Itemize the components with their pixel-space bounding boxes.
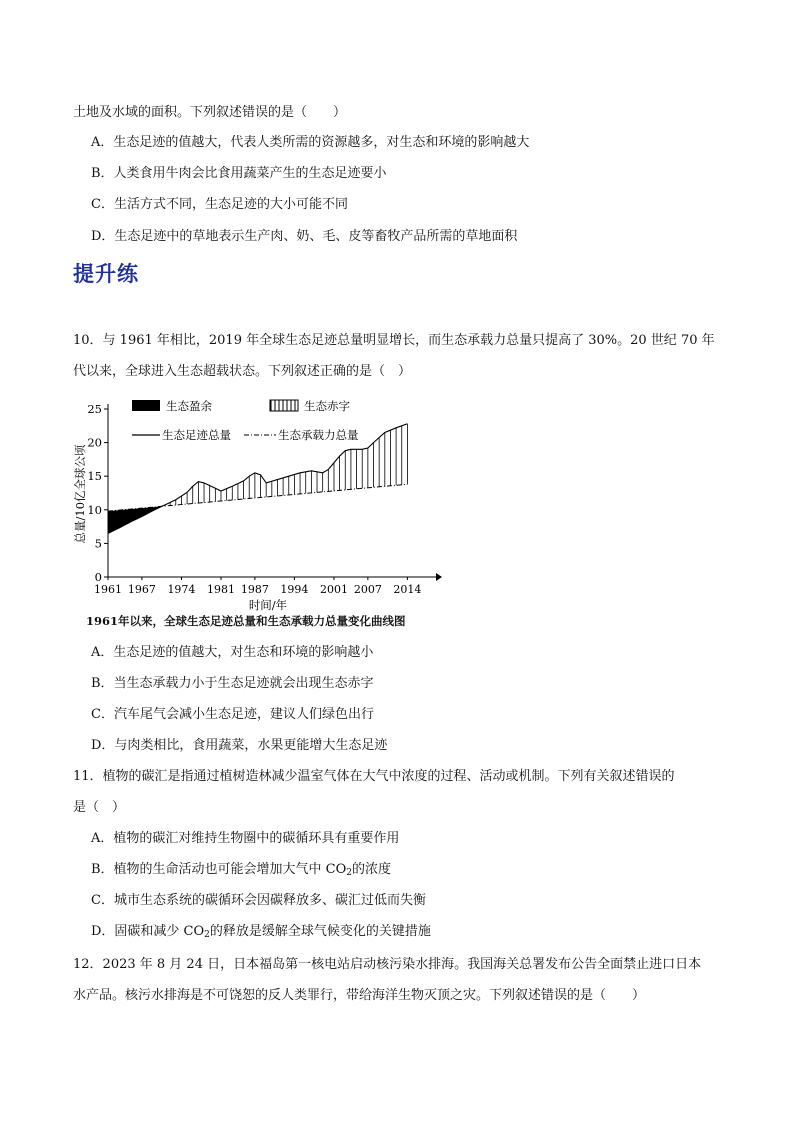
q10-stem-line1: 10．与 1961 年相比，2019 年全球生态足迹总量明显增长，而生态承载力总量只提高了 30%。20 世纪 70 年 xyxy=(73,333,715,348)
q10-option-b: B．当生态承载力小于生态足迹就会出现生态赤字 xyxy=(91,676,374,691)
q11-stem-line2: 是（ ） xyxy=(73,800,126,815)
x-tick-label: 2007 xyxy=(353,583,382,596)
q11-option-b-sub: 2 xyxy=(346,868,353,878)
q11-option-d xyxy=(91,923,431,944)
legend-capacity-label: 生态承载力总量 xyxy=(278,428,359,442)
footprint-chart xyxy=(70,392,450,614)
legend-surplus-label: 生态盈余 xyxy=(166,399,212,413)
chart-caption: 1961年以来，全球生态足迹总量和生态承载力总量变化曲线图 xyxy=(86,614,406,628)
q12-stem-line1: 12．2023 年 8 月 24 日，日本福岛第一核电站启动核污染水排海。我国海关总署发布公告全面禁止进口日本 xyxy=(73,957,702,972)
x-tick-label: 1981 xyxy=(206,583,235,596)
x-tick-label: 1967 xyxy=(127,583,156,596)
q11-option-d-sub: 2 xyxy=(204,930,210,940)
q11-stem-line1: 11．植物的碳汇是指通过植树造林减少温室气体在大气中浓度的过程、活动或机制。下列有关叙述错误的 xyxy=(73,769,675,784)
q11-option-b-tail: 的浓度 xyxy=(352,862,392,877)
q11-option-b-text: B．植物的生命活动也可能会增加大气中 CO xyxy=(91,862,347,877)
section-title: 提升练 xyxy=(73,262,139,286)
q9-stem-tail: 土地及水域的面积。下列叙述错误的是（ ） xyxy=(73,105,347,120)
y-tick-label: 0 xyxy=(94,570,102,584)
y-tick-label: 15 xyxy=(87,469,102,484)
x-tick-label: 2001 xyxy=(319,583,348,596)
q11-option-c: C．城市生态系统的碳循环会因碳释放多、碳汇过低而失衡 xyxy=(91,893,426,908)
legend-deficit-label: 生态赤字 xyxy=(304,399,350,413)
q10-option-a: A．生态足迹的值越大，对生态和环境的影响越小 xyxy=(91,645,374,660)
y-tick-label: 25 xyxy=(87,402,102,416)
x-axis-arrow xyxy=(436,573,442,581)
q10-option-c: C．汽车尾气会减小生态足迹，建议人们绿色出行 xyxy=(91,707,374,722)
legend-footprint-label: 生态足迹总量 xyxy=(162,428,231,442)
q9-option-b: B．人类食用牛肉会比食用蔬菜产生的生态足迹要小 xyxy=(91,166,387,181)
q11-option-d-tail: 的释放是缓解全球气候变化的关键措施 xyxy=(209,924,431,939)
x-tick-label: 1987 xyxy=(240,583,269,596)
legend-deficit-swatch xyxy=(270,400,298,411)
q12-stem-line2: 水产品。核污水排海是不可饶恕的反人类罪行，带给海洋生物灭顶之灾。下列叙述错误的是（ ） xyxy=(73,988,646,1003)
q10-stem-line2: 代以来，全球进入生态超载状态。下列叙述正确的是（ ） xyxy=(73,364,412,379)
y-tick-label: 10 xyxy=(87,502,102,517)
x-tick-label: 2014 xyxy=(393,583,422,596)
q11-option-a: A．植物的碳汇对维持生物圈中的碳循环具有重要作用 xyxy=(91,831,400,846)
y-tick-label: 20 xyxy=(87,435,102,450)
x-tick-label: 1994 xyxy=(280,583,309,596)
x-axis-label: 时间/年 xyxy=(248,598,288,612)
legend-surplus-swatch xyxy=(132,400,160,411)
y-tick-label: 5 xyxy=(94,536,102,551)
q11-option-d-text: D．固碳和减少 CO xyxy=(91,924,205,939)
q9-option-c: C．生活方式不同，生态足迹的大小可能不同 xyxy=(91,197,348,212)
q10-option-d: D．与肉类相比，食用蔬菜，水果更能增大生态足迹 xyxy=(91,738,388,753)
q9-option-a: A．生态足迹的值越大，代表人类所需的资源越多，对生态和环境的影响越大 xyxy=(91,135,530,150)
q9-option-d: D．生态足迹中的草地表示生产肉、奶、毛、皮等畜牧产品所需的草地面积 xyxy=(91,229,518,244)
x-tick-label: 1961 xyxy=(94,583,122,596)
q11-option-b xyxy=(91,861,391,882)
x-tick-label: 1974 xyxy=(167,583,196,596)
y-axis-label: 总量/10亿全球公顷 xyxy=(73,444,87,544)
